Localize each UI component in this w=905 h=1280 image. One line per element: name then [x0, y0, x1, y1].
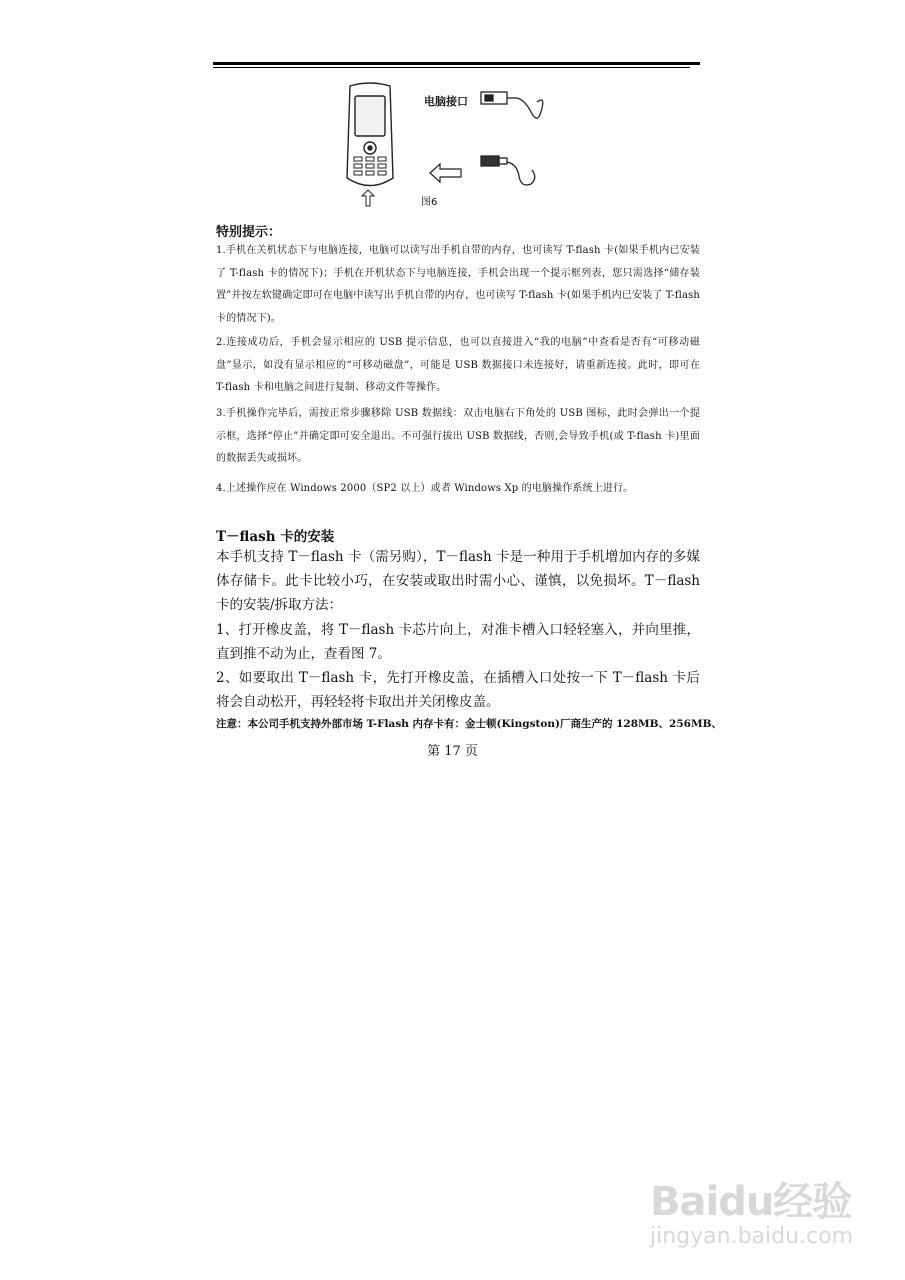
- usb-connector-top: [481, 92, 543, 118]
- tips-title: 特别提示：: [216, 225, 282, 240]
- computer-port-label: 电脑接口: [424, 95, 468, 108]
- header-rule-thick: [213, 62, 700, 65]
- watermark-url: jingyan.baidu.com: [650, 1224, 854, 1249]
- tip-paragraph-1: 1.手机在关机状态下与电脑连接，电脑可以读写出手机自带的内存，也可读写 T-flash 卡(如果手机内已安装了 T-flash 卡的情况下)；手机在开机状态下与电脑连接，手机会出现一个提示框列表，您只需选择“储存装置”并按左软键确定即可在电脑中读写出手机自带的内存，也可读写 T-flash 卡(如果手机内已安装了 T-flash 卡的情况下)。: [216, 245, 700, 324]
- section-intro: 本手机支持 T－flash 卡（需另购），T－flash 卡是一种用于手机增加内存的多媒体存储卡。此卡比较小巧，在安装或取出时需小心、谨慎，以免损坏。T－flash 卡的安装/拆取方法：: [216, 549, 700, 613]
- tip-paragraph-4: 4.上述操作应在 Windows 2000（SP2 以上）或者 Windows Xp 的电脑操作系统上进行。: [216, 483, 634, 494]
- watermark-logo: Baidu经验: [650, 1179, 852, 1225]
- baidu-watermark: [640, 1140, 880, 1260]
- page-number: 第 17 页: [427, 744, 478, 759]
- left-arrow-icon: [430, 164, 461, 182]
- install-step-2: 2、如要取出 T－flash 卡，先打开橡皮盖，在插槽入口处按一下 T－flash 卡后将会自动松开，再轻轻将卡取出并关闭橡皮盖。: [216, 670, 700, 710]
- up-arrow-icon: [362, 190, 374, 206]
- section-title: T－flash 卡的安装: [216, 529, 335, 545]
- tip-paragraph-2: 2.连接成功后，手机会显示相应的 USB 提示信息，也可以直接进入“我的电脑”中查看是否有“可移动磁盘”显示，如没有显示相应的“可移动磁盘”，可能是 USB 数据接口未连接好，请重新连接。此时，即可在 T-flash 卡和电脑之间进行复制、移动文件等操作。: [216, 337, 700, 394]
- memory-card-note: 注意：本公司手机支持外部市场 T-Flash 内存卡有：金士顿(Kingston)厂商生产的 128MB、256MB、: [216, 718, 722, 730]
- install-step-1: 1、打开橡皮盖，将 T－flash 卡芯片向上，对准卡槽入口轻轻塞入，并向里推，直到推不动为止，查看图 7。: [216, 622, 700, 662]
- figure-caption: 图6: [421, 197, 438, 208]
- header-rule-thin: [213, 67, 690, 68]
- tip-paragraph-3: 3.手机操作完毕后，需按正常步骤移除 USB 数据线：双击电脑右下角处的 USB 图标，此时会弹出一个提示框，选择“停止”并确定即可安全退出。不可强行拔出 USB 数据线，否则,会导致手机(或 T-flash 卡)里面的数据丢失或损坏。: [216, 408, 700, 465]
- phone-illustration: [347, 83, 393, 186]
- usb-connector-bottom: [481, 156, 535, 185]
